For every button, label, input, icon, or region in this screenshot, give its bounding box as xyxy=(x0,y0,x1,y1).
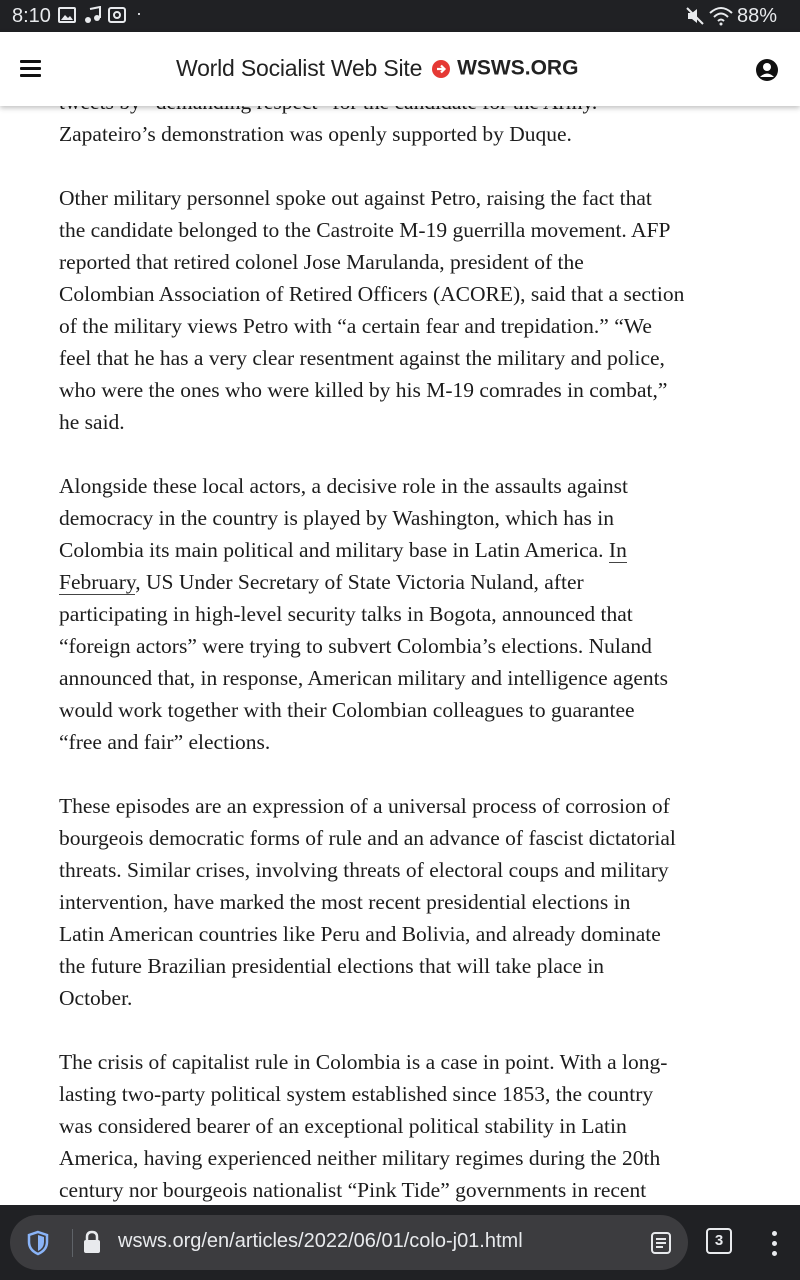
paragraph xyxy=(59,790,749,1014)
text-line: These episodes are an expression of a universal process of corrosion of xyxy=(59,794,670,818)
text-line: lasting two-party political system established since 1853, the country xyxy=(59,1082,654,1106)
text-line: of the military views Petro with “a certain fear and trepidation.” “We xyxy=(59,314,652,338)
text-line: October. xyxy=(59,986,133,1010)
paragraph xyxy=(59,182,749,438)
browser-toolbar xyxy=(0,1205,800,1280)
url-text[interactable]: wsws.org/en/articles/2022/06/01/colo-j01.html xyxy=(118,1230,523,1252)
text-line: democracy in the country is played by Washington, which has in xyxy=(59,506,614,530)
site-name: World Socialist Web Site xyxy=(176,55,423,81)
address-bar[interactable] xyxy=(10,1215,688,1270)
text-line: “foreign actors” were trying to subvert Colombia’s elections. Nuland xyxy=(59,634,652,658)
text-line: participating in high-level security talks in Bogota, announced that xyxy=(59,602,633,626)
divider xyxy=(72,1229,73,1257)
shield-icon[interactable] xyxy=(26,1230,50,1256)
text-line: The crisis of capitalist rule in Colombia is a case in point. With a long- xyxy=(59,1050,668,1074)
text-line xyxy=(59,566,749,598)
text-line: century nor bourgeois nationalist “Pink Tide” governments in recent xyxy=(59,1178,647,1202)
status-time: 8:10 xyxy=(12,5,51,27)
text-line: would work together with their Colombian colleagues to guarantee xyxy=(59,698,635,722)
image-icon xyxy=(58,6,76,24)
text-line: intervention, have marked the most recent presidential elections in xyxy=(59,890,631,914)
text-line: Alongside these local actors, a decisive role in the assaults against xyxy=(59,474,628,498)
article-link[interactable]: In xyxy=(608,538,627,562)
text-line: reported that retired colonel Jose Marulanda, president of the xyxy=(59,250,584,274)
text-line: bourgeois democratic forms of rule and an advance of fascist dictatorial xyxy=(59,826,676,850)
text-line: he said. xyxy=(59,410,125,434)
screenshot-icon xyxy=(108,6,126,24)
text-segment: Colombia its main political and military base in Latin America. xyxy=(59,538,609,562)
text-segment: , US Under Secretary of State Victoria Nuland, after xyxy=(135,570,584,594)
site-logo[interactable] xyxy=(176,55,578,85)
notification-dot-icon: · xyxy=(136,3,142,23)
account-icon[interactable] xyxy=(755,58,779,82)
tab-switcher-button[interactable]: 3 xyxy=(706,1228,732,1254)
site-domain: WSWS.ORG xyxy=(457,56,579,80)
text-line: feel that he has a very clear resentment against the military and police, xyxy=(59,346,665,370)
battery-level: 88% xyxy=(737,5,778,27)
text-line: announced that, in response, American military and intelligence agents xyxy=(59,666,668,690)
reader-mode-icon[interactable] xyxy=(650,1231,672,1255)
hamburger-menu-icon[interactable] xyxy=(20,58,42,80)
arrow-circle-icon xyxy=(431,59,451,79)
text-line: “free and fair” elections. xyxy=(59,730,271,754)
text-line: America, having experienced neither military regimes during the 20th xyxy=(59,1146,661,1170)
text-line: Zapateiro’s demonstration was openly supported by Duque. xyxy=(59,122,572,146)
text-line: Latin American countries like Peru and Bolivia, and already dominate xyxy=(59,922,661,946)
text-line: Colombian Association of Retired Officers (ACORE), said that a section xyxy=(59,282,685,306)
article-body xyxy=(59,86,749,1238)
text-line: who were the ones who were killed by his M-19 comrades in combat,” xyxy=(59,378,668,402)
text-line: the future Brazilian presidential elections that will take place in xyxy=(59,954,605,978)
site-header xyxy=(0,32,800,106)
article-link[interactable]: February xyxy=(59,570,136,594)
paragraph xyxy=(59,470,749,758)
text-line: threats. Similar crises, involving threats of electoral coups and military xyxy=(59,858,669,882)
lock-icon[interactable] xyxy=(82,1230,102,1254)
status-bar xyxy=(0,0,800,32)
text-line: was considered bearer of an exceptional political stability in Latin xyxy=(59,1114,627,1138)
text-line xyxy=(59,534,749,566)
music-icon xyxy=(84,6,102,24)
mute-icon xyxy=(686,7,704,25)
wifi-icon xyxy=(708,6,734,26)
text-line: the candidate belonged to the Castroite M-19 guerrilla movement. AFP xyxy=(59,218,671,242)
more-options-icon[interactable] xyxy=(770,1231,780,1257)
text-line: Other military personnel spoke out against Petro, raising the fact that xyxy=(59,186,652,210)
paragraph xyxy=(59,1046,749,1206)
